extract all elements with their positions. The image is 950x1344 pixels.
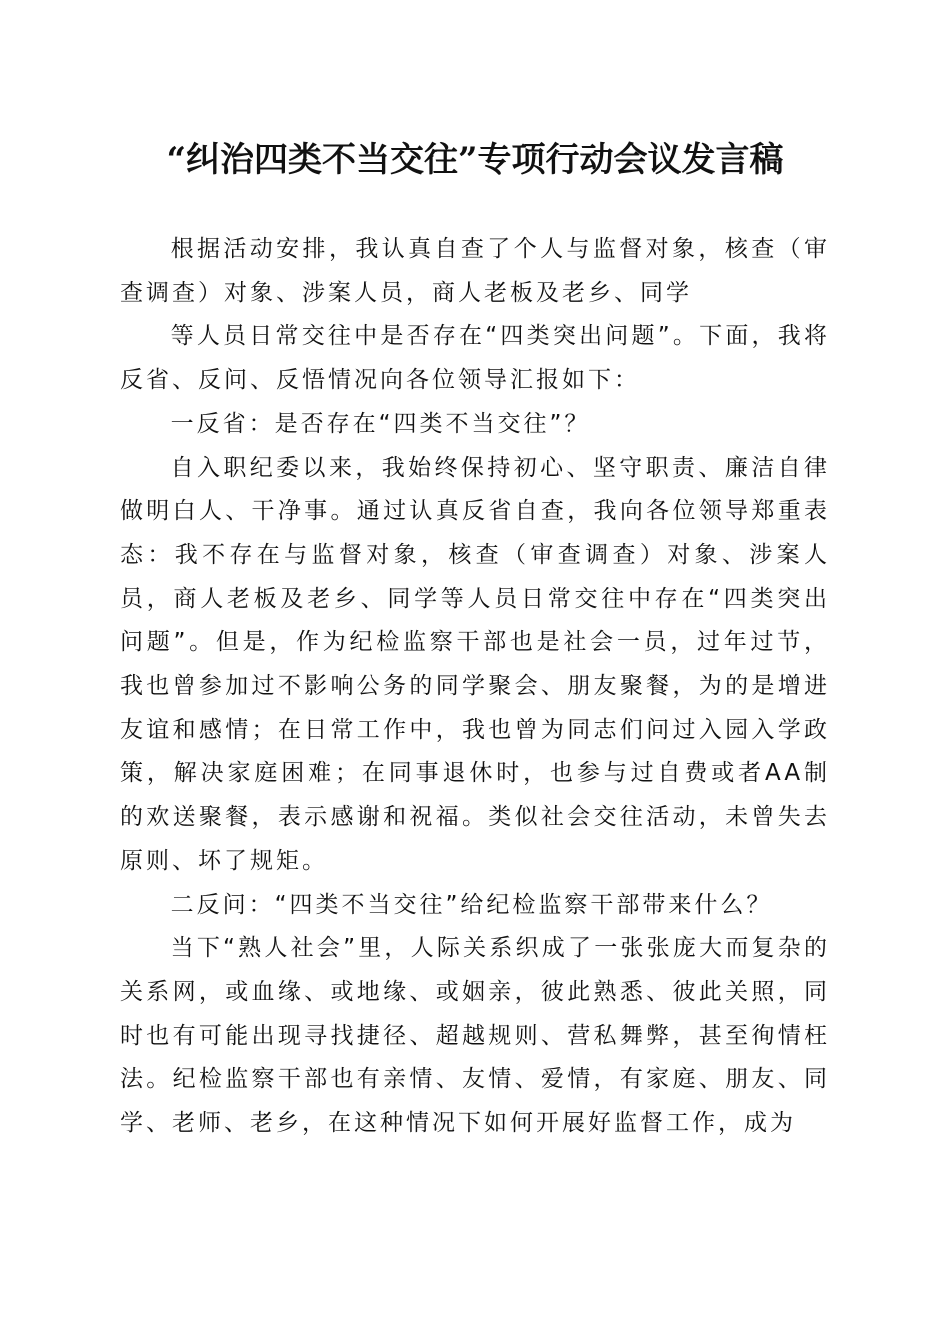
paragraph-reflection: 自入职纪委以来，我始终保持初心、坚守职责、廉洁自律做明白人、干净事。通过认真反省自查，我向各位领导郑重表态：我不存在与监督对象，核查（审查调查）对象、涉案人员，商人老板及老乡、同学等人员日常交往中存在“四类突出问题”。但是，作为纪检监察干部也是社会一员，过年过节，我也曾参加过不影响公务的同学聚会、朋友聚餐，为的是增进友谊和感情；在日常工作中，我也曾为同志们问过入园入学政策，解决家庭困难；在同事退休时，也参与过自费或者AA制的欢送聚餐，表示感谢和祝福。类似社会交往活动，未曾失去原则、坏了规矩。 <box>120 454 830 874</box>
section-heading-reflection: 一反省：是否存在“四类不当交往”？ <box>170 410 591 437</box>
paragraph-intro: 根据活动安排，我认真自查了个人与监督对象，核查（审查调查）对象、涉案人员，商人老板及老乡、同学 <box>120 236 830 306</box>
section-heading-question: 二反问：“四类不当交往”给纪检监察干部带来什么？ <box>170 891 773 918</box>
paragraph-question: 当下“熟人社会”里，人际关系织成了一张张庞大而复杂的关系网，或血缘、或地缘、或姻亲，彼此熟悉、彼此关照，同时也有可能出现寻找捷径、超越规则、营私舞弊，甚至徇情枉法。纪检监察干部也有亲情、友情、爱情，有家庭、朋友、同学、老师、老乡，在这种情况下如何开展好监督工作，成为 <box>120 935 830 1137</box>
document-body <box>120 228 830 1146</box>
paragraph-intro-continued: 等人员日常交往中是否存在“四类突出问题”。下面，我将反省、反问、反悟情况向各位领导汇报如下： <box>120 323 830 394</box>
document-title: “纠治四类不当交往”专项行动会议发言稿 <box>166 140 784 180</box>
